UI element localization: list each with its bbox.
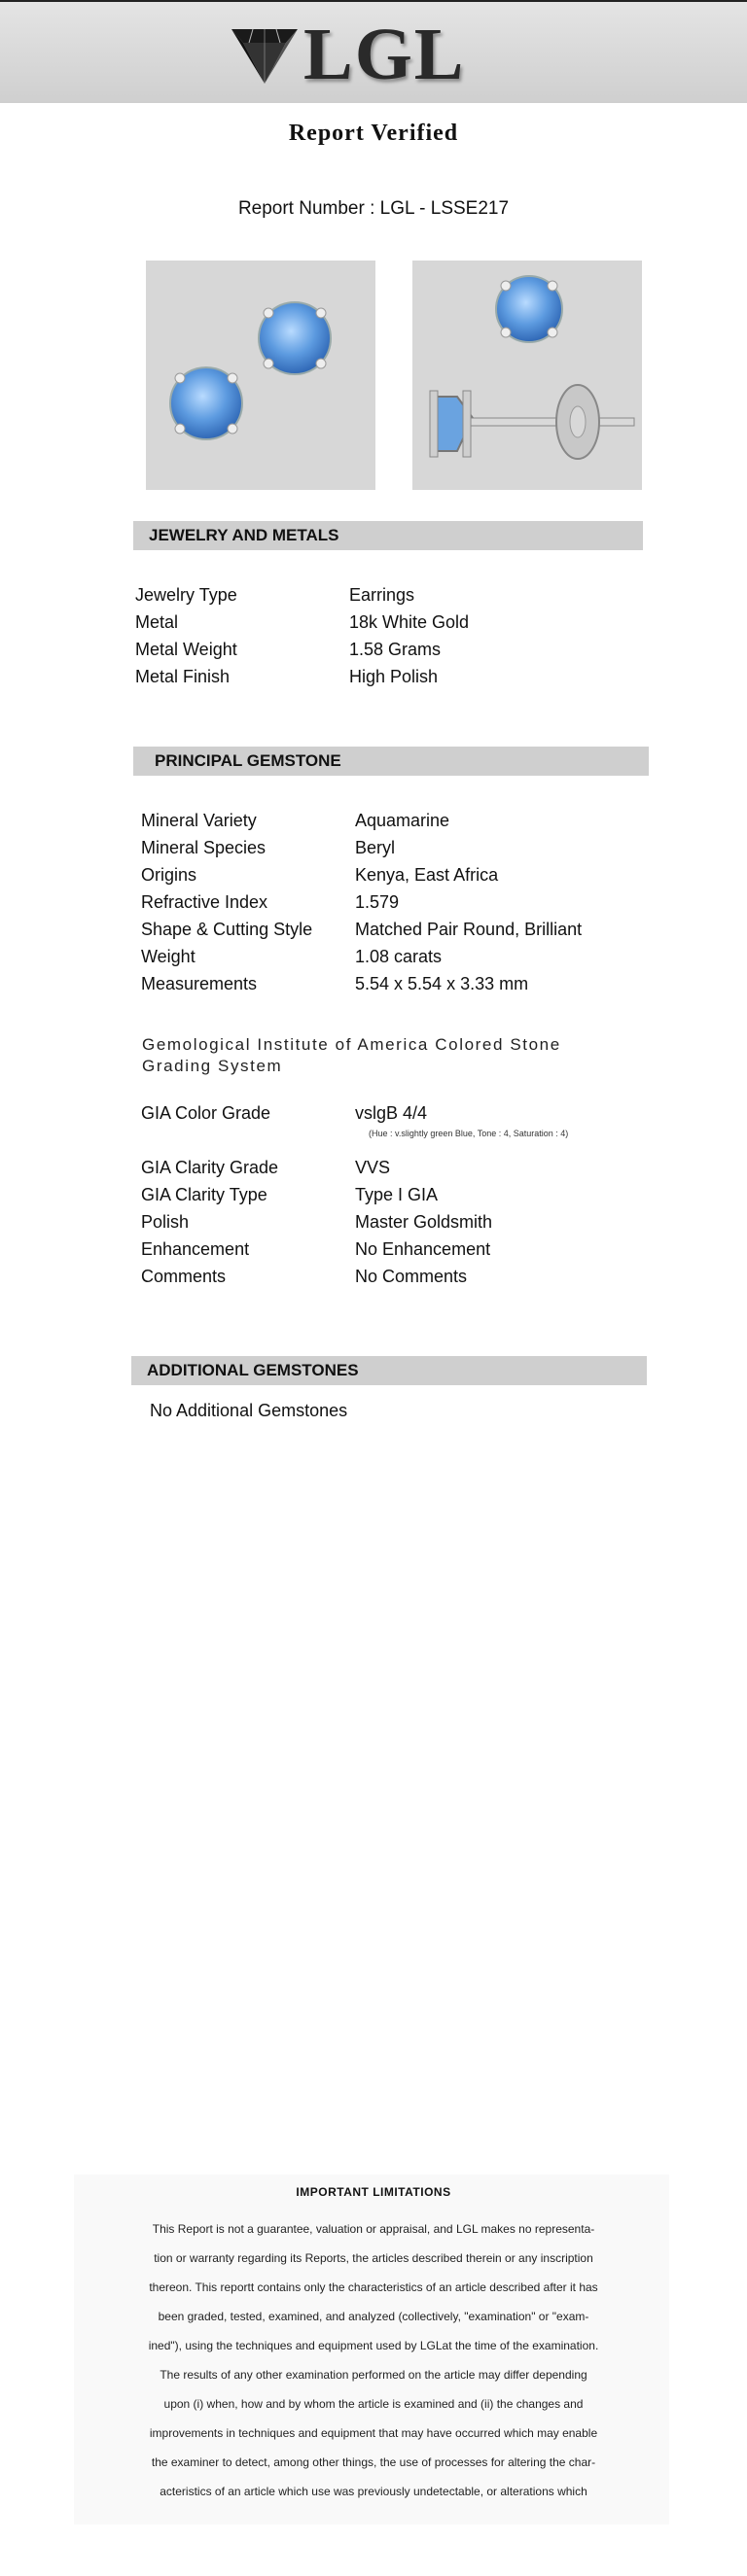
mineral-species-label: Mineral Species: [141, 838, 267, 857]
measurements-value: 5.54 x 5.54 x 3.33 mm: [355, 974, 529, 993]
comments-label: Comments: [141, 1267, 227, 1286]
principal-section-header: PRINCIPAL GEMSTONE: [133, 747, 649, 776]
limitations-line: tion or warranty regarding its Reports, the articles described therein or any inscription: [154, 2251, 593, 2265]
clarity-type-label: GIA Clarity Type: [141, 1185, 267, 1204]
weight-label: Weight: [141, 947, 196, 966]
metal-label: Metal: [135, 612, 179, 632]
shape-cut-label: Shape & Cutting Style: [141, 920, 313, 939]
limitations-line: been graded, tested, examined, and analyzed (collectively, "examination" or "exam-: [158, 2310, 589, 2323]
limitations-line: the examiner to detect, among other things, the use of processes for altering the char-: [151, 2455, 596, 2469]
metal-value: 18k White Gold: [349, 612, 470, 632]
mineral-species-value: Beryl: [355, 838, 396, 857]
no-additional-gemstones: No Additional Gemstones: [150, 1401, 348, 1420]
metal-weight-value: 1.58 Grams: [349, 640, 442, 659]
header-banner: [0, 0, 747, 103]
limitations-line: acteristics of an article which use was previously undetectable, or alterations which: [160, 2485, 587, 2498]
earrings-side-photo: [412, 261, 642, 490]
gia-color-grade-value: vslgB 4/4: [355, 1103, 428, 1123]
limitations-line: The results of any other examination performed on the article may differ depending: [160, 2368, 587, 2382]
limitations-line: improvements in techniques and equipment that may have occurred which may enable: [149, 2426, 598, 2440]
weight-value: 1.08 carats: [355, 947, 443, 966]
limitations-line: thereon. This reportt contains only the characteristics of an article described after it has: [149, 2280, 598, 2294]
metal-finish-value: High Polish: [349, 667, 439, 686]
mineral-variety-label: Mineral Variety: [141, 811, 257, 830]
refractive-index-label: Refractive Index: [141, 892, 268, 912]
mineral-variety-value: Aquamarine: [355, 811, 450, 830]
gia-grading-system-title: Gemological Institute of America Colored Stone Grading System: [142, 1035, 561, 1075]
limitations-line: upon (i) when, how and by whom the article is examined and (ii) the changes and: [163, 2397, 584, 2411]
earrings-front-photo: [146, 261, 375, 490]
gia-color-grade-label: GIA Color Grade: [141, 1103, 271, 1123]
limitations-heading: IMPORTANT LIMITATIONS: [296, 2185, 451, 2199]
measurements-label: Measurements: [141, 974, 258, 993]
origins-value: Kenya, East Africa: [355, 865, 499, 885]
comments-value: No Comments: [355, 1267, 468, 1286]
shape-cut-value: Matched Pair Round, Brilliant: [355, 920, 583, 939]
clarity-grade-value: VVS: [355, 1158, 391, 1177]
polish-label: Polish: [141, 1212, 190, 1232]
limitations-line: This Report is not a guarantee, valuation or appraisal, and LGL makes no representa-: [152, 2222, 595, 2236]
jewelry-type-value: Earrings: [349, 585, 415, 605]
report-number: Report Number : LGL - LSSE217: [237, 198, 510, 219]
limitations-line: ined"), using the techniques and equipment used by LGLat the time of the examination.: [148, 2339, 599, 2352]
jewelry-type-label: Jewelry Type: [135, 585, 237, 605]
refractive-index-value: 1.579: [355, 892, 400, 912]
clarity-grade-label: GIA Clarity Grade: [141, 1158, 279, 1177]
metal-finish-label: Metal Finish: [135, 667, 231, 686]
metal-weight-label: Metal Weight: [135, 640, 237, 659]
jewelry-section-header: JEWELRY AND METALS: [133, 521, 643, 550]
enhancement-label: Enhancement: [141, 1239, 250, 1259]
page-title: Report Verified: [288, 121, 459, 146]
diamond-logo-icon: [226, 21, 303, 89]
clarity-type-value: Type I GIA: [355, 1185, 439, 1204]
enhancement-value: No Enhancement: [355, 1239, 491, 1259]
logo-text: LGL: [303, 14, 466, 95]
origins-label: Origins: [141, 865, 197, 885]
additional-section-header: ADDITIONAL GEMSTONES: [131, 1356, 647, 1385]
color-grade-note: (Hue : v.slightly green Blue, Tone : 4, Saturation : 4): [369, 1129, 569, 1138]
polish-value: Master Goldsmith: [355, 1212, 493, 1232]
